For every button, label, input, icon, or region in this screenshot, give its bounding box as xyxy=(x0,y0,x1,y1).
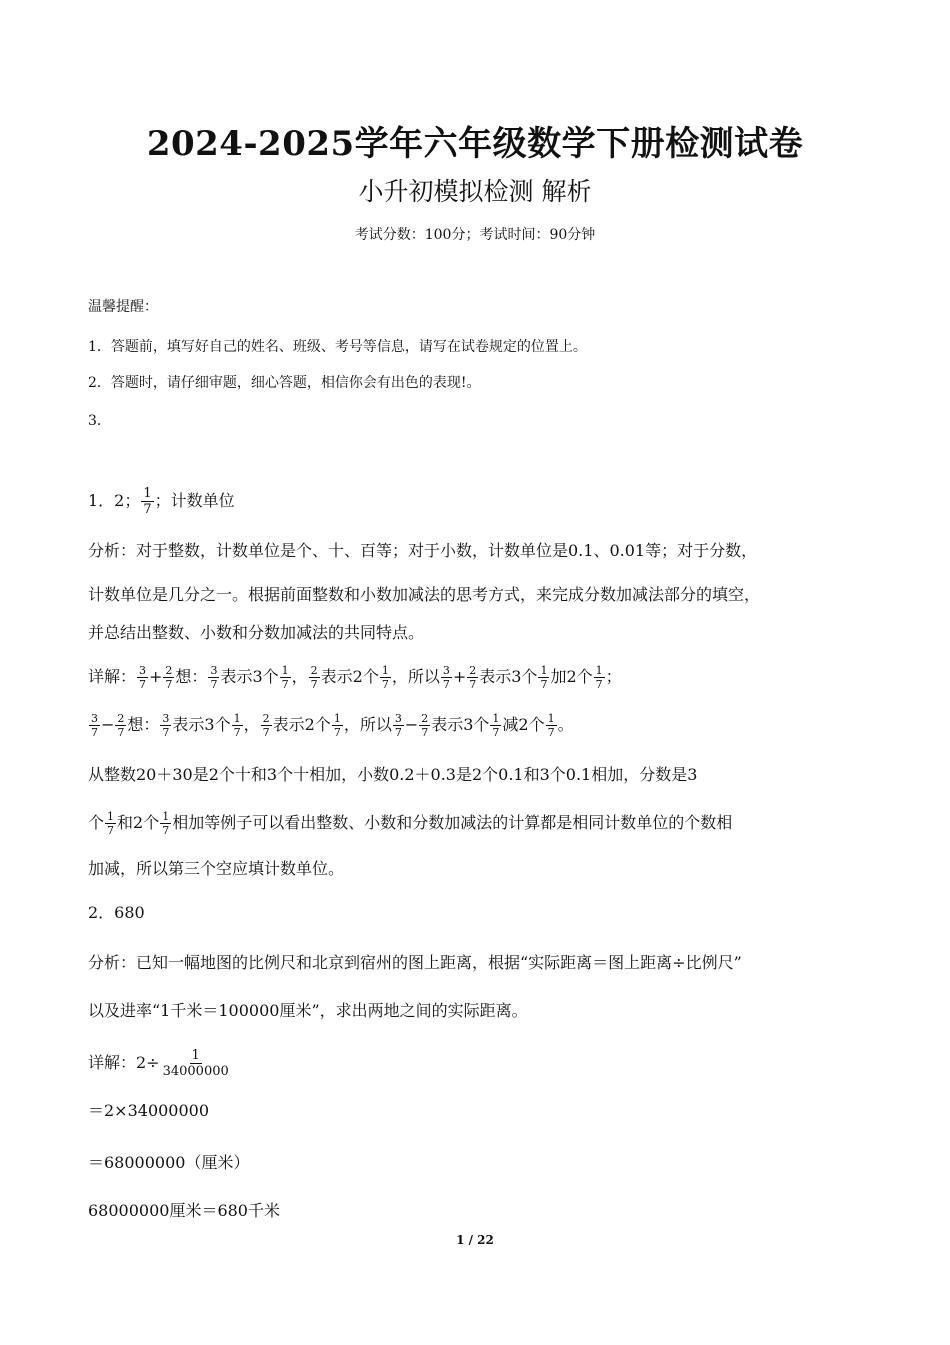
q2-step-3: 68000000厘米＝680千米 xyxy=(88,1201,280,1220)
q1-analysis-3: 并总结出整数、小数和分数加减法的共同特点。 xyxy=(88,623,425,642)
q2-detail: 详解：2÷ $\frac{1}{34000000}$ xyxy=(88,1048,229,1079)
tip-item-1: 1．答题前，填写好自己的姓名、班级、考号等信息，请写在试卷规定的位置上。 xyxy=(88,339,587,355)
q2-step-1: ＝2×34000000 xyxy=(88,1101,210,1120)
q1-detail-subtraction: $\frac{3}{7}$ − $\frac{2}{7}$ 想： $\frac{3}{7}$ 表示3个 $\frac{1}{7}$ ， $\frac{2}{7}$ 表示2个 $\frac{1}{7}$ ，所以 $\frac{3}{7}$ − $\frac{2}{7}$ 表示3个 $\frac{1}{7}$ 减2个 $\frac{1}{7}$ 。 xyxy=(91,712,574,739)
exam-info: 考试分数：100分；考试时间：90分钟 xyxy=(354,227,596,243)
document-subtitle: 小升初模拟检测 解析 xyxy=(358,177,592,206)
q1-detail-addition: 详解： $\frac{3}{7}$ + $\frac{2}{7}$ 想： $\frac{3}{7}$ 表示3个 $\frac{1}{7}$ ， $\frac{2}{7}$ 表示2个 $\frac{1}{7}$ ，所以 $\frac{3}{7}$ + $\frac{2}{7}$ 表示3个 $\frac{1}{7}$ 加2个 $\frac{1}{7}$ ； xyxy=(88,664,622,691)
tips-heading: 温馨提醒： xyxy=(88,299,158,315)
document-title: 2024-2025学年六年级数学下册检测试卷 xyxy=(146,124,804,164)
page-number: 1 / 22 xyxy=(456,1233,494,1247)
tip-item-2: 2．答题时，请仔细审题，细心答题，相信你会有出色的表现!。 xyxy=(88,375,481,391)
q1-answer: 1．2； $\frac{1}{7}$ ；计数单位 xyxy=(88,486,235,517)
fraction-one-seventh: $\frac{1}{7}$ xyxy=(143,486,152,517)
fraction-map-scale: $\frac{1}{34000000}$ xyxy=(162,1048,229,1079)
q1-analysis-2: 计数单位是几分之一。根据前面整数和小数加减法的思考方式，来完成分数加减法部分的填空， xyxy=(88,585,761,604)
q1-conclusion-1: 从整数20＋30是2个十和3个十相加，小数0.2＋0.3是2个0.1和3个0.1相加，分数是3 xyxy=(88,765,698,784)
q2-step-2: ＝68000000（厘米） xyxy=(88,1153,250,1172)
q1-analysis-1: 分析：对于整数，计数单位是个、十、百等；对于小数，计数单位是0.1、0.01等；对于分数， xyxy=(88,541,758,560)
q2-analysis-1: 分析：已知一幅地图的比例尺和北京到宿州的图上距离，根据“实际距离＝图上距离÷比例尺” xyxy=(88,953,742,972)
q2-answer: 2．680 xyxy=(88,903,145,922)
q1-conclusion-3: 加减，所以第三个空应填计数单位。 xyxy=(88,859,345,878)
tip-item-3: 3． xyxy=(88,413,111,429)
q2-analysis-2: 以及进率“1千米＝100000厘米”，求出两地之间的实际距离。 xyxy=(88,1001,528,1020)
q1-conclusion-2: 个 $\frac{1}{7}$ 和2个 $\frac{1}{7}$ 相加等例子可以看出整数、小数和分数加减法的计算都是相同计数单位的个数相 xyxy=(88,810,733,837)
